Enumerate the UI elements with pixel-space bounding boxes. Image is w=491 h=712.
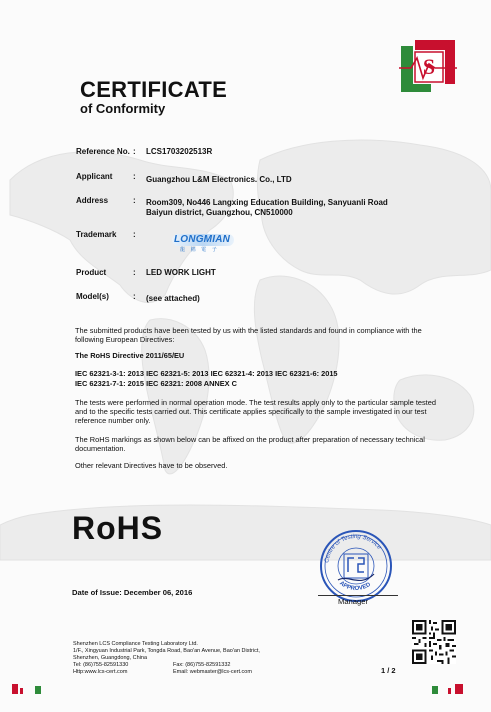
corner-mark [35,686,41,694]
rohs-mark: RoHS [72,510,164,546]
footer-web: Http:www.lcs-cert.com [73,669,128,675]
longmian-logo: LONGMIAN 龍 棉 電 子 [170,234,234,256]
address-value-line1: Room309, No446 Langxing Education Building, Sanyuanli Road [146,198,388,207]
product-label: Product [76,268,107,277]
colon: : [133,292,136,301]
colon: : [133,230,136,239]
rohs-marking-paragraph: The RoHS markings as shown below can be affixed on the product after preparation of necessary technical documentation. [75,435,425,453]
colon: : [133,147,136,156]
standards-line-2: IEC 62321-7-1: 2015 IEC 62321: 2008 ANNEX C [75,379,237,388]
product-value: LED WORK LIGHT [146,268,216,277]
reference-label: Reference No. [76,147,130,156]
directive-line: The RoHS Directive 2011/65/EU [75,351,185,360]
qr-code [412,620,456,664]
corner-mark [12,684,18,694]
footer-address-1: 1/F., Xingyuan Industrial Park, Tongda Road, Bao'an Avenue, Bao'an District, [73,648,260,654]
applicant-value: Guangzhou L&M Electronics. Co., LTD [146,175,292,184]
standards-line-1: IEC 62321-3-1: 2013 IEC 62321-5: 2013 IEC 62321-4: 2013 IEC 62321-6: 2015 [75,369,338,378]
colon: : [133,268,136,277]
svg-text:Centre of Testing Service: Centre of Testing Service [324,533,382,564]
approved-stamp [318,528,394,604]
tests-paragraph: The tests were performed in normal operation mode. The test results apply only to the particular sample tested and to the specific tests carried out. This certificate applies specifically to the sample investigated in our test reference number only. [75,398,436,425]
lcs-logo [399,38,457,96]
colon: : [133,196,136,205]
models-value: (see attached) [146,294,200,303]
footer-company: Shenzhen LCS Compliance Testing Laboratory Ltd. [73,641,198,647]
models-label: Model(s) [76,292,109,301]
trademark-label: Trademark [76,230,117,239]
footer-tel: Tel: (86)755-82591330 [73,662,129,668]
applicant-label: Applicant [76,172,113,181]
page-number: 1 / 2 [381,666,396,675]
address-label: Address [76,196,109,205]
certificate-subtitle: of Conformity [80,101,166,116]
corner-mark [432,686,438,694]
compliance-paragraph: The submitted products have been tested by us with the listed standards and found in compliance with the following European Directives: [75,326,422,344]
certificate-title: CERTIFICATE [80,77,228,102]
corner-mark [20,688,23,694]
colon: : [133,172,136,181]
address-value-line2: Baiyun district, Guangzhou, CN510000 [146,208,293,217]
manager-label: Manager [338,597,368,606]
footer-address-2: Shenzhen, Guangdong, China [73,655,148,661]
corner-mark [455,684,463,694]
footer-email: Email: webmaster@lcs-cert.com [173,669,252,675]
svg-text:APPROVED: APPROVED [338,580,372,593]
other-directives-paragraph: Other relevant Directives have to be observed. [75,461,228,470]
footer-fax: Fax: (86)755-82591332 [173,662,231,668]
reference-value: LCS1703202513R [146,147,213,156]
svg-text:S: S [422,54,436,79]
signature-line [318,595,398,596]
date-of-issue: Date of Issue: December 06, 2016 [72,588,193,597]
corner-mark [448,688,451,694]
